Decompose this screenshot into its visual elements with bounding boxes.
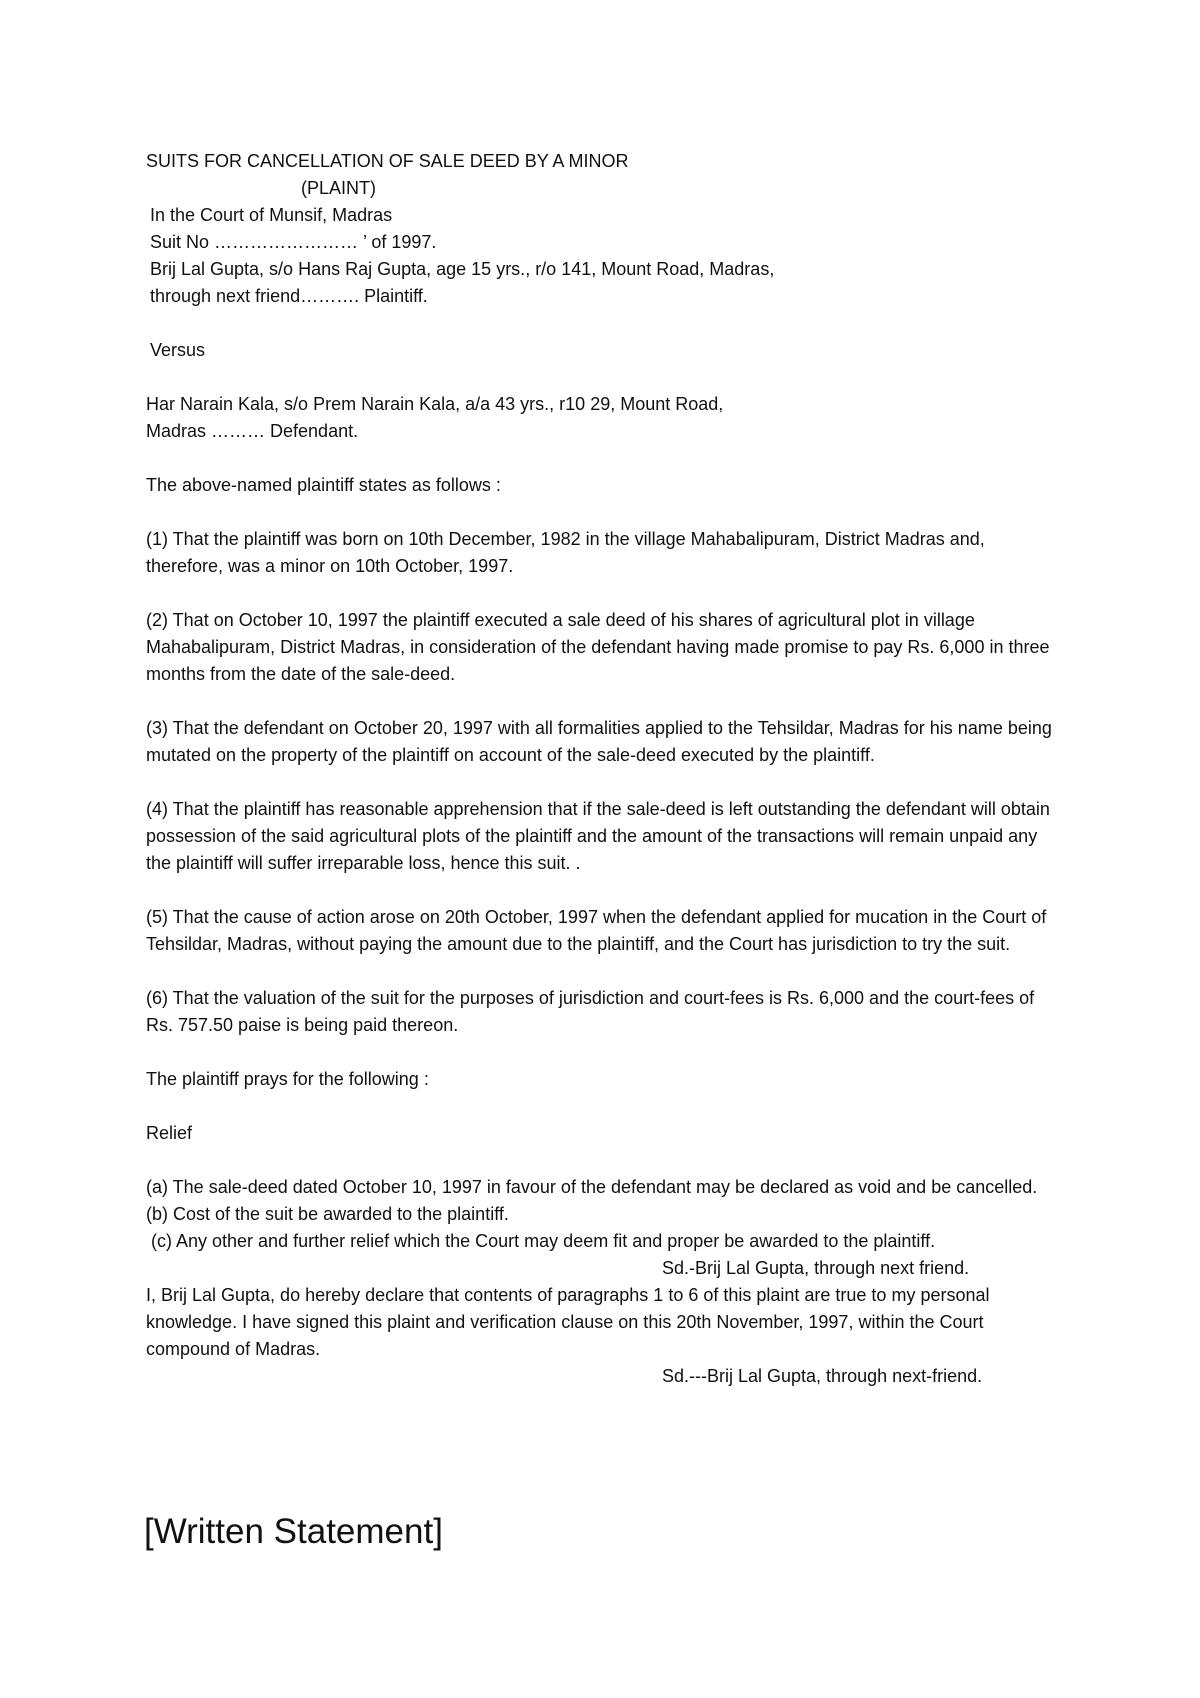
paragraph-6: (6) That the valuation of the suit for the purposes of jurisdiction and court-fees is Rs. 6,000 and the court-fees of Rs. 757.50 paise is being paid thereon. <box>146 988 1035 1035</box>
plaintiff-details: Brij Lal Gupta, s/o Hans Raj Gupta, age 15 yrs., r/o 141, Mount Road, Madras, <box>150 259 775 279</box>
spacer <box>146 580 1066 607</box>
paragraph-2: (2) That on October 10, 1997 the plaintiff executed a sale deed of his shares of agricultural plot in village Mahabalipuram, District Madras, in consideration of the defendant having made promise to pay Rs. 6,000 in three months from the date of the sale-deed. <box>146 610 1050 684</box>
spacer <box>146 877 1066 904</box>
spacer <box>146 1093 1066 1120</box>
spacer <box>146 688 1066 715</box>
prays-intro: The plaintiff prays for the following : <box>146 1069 429 1089</box>
paragraph-5: (5) That the cause of action arose on 20th October, 1997 when the defendant applied for mucation in the Court of Tehsildar, Madras, without paying the amount due to the plaintiff, and the Court has jurisdiction to try the suit. <box>146 907 1047 954</box>
paragraph-1: (1) That the plaintiff was born on 10th December, 1982 in the village Mahabalipuram, District Madras and, therefore, was a minor on 10th October, 1997. <box>146 529 985 576</box>
versus-label: Versus <box>150 340 206 360</box>
defendant-details: Har Narain Kala, s/o Prem Narain Kala, a/a 43 yrs., r10 29, Mount Road, <box>146 394 724 414</box>
spacer <box>146 445 1066 472</box>
paragraph-4: (4) That the plaintiff has reasonable apprehension that if the sale-deed is left outstanding the defendant will obtain possession of the said agricultural plots of the plaintiff and the amount of the transactions will remain unpaid any the plaintiff will suffer irreparable loss, hence this suit. . <box>146 799 1050 873</box>
court-name: In the Court of Munsif, Madras <box>150 205 393 225</box>
paragraph-3: (3) That the defendant on October 20, 1997 with all formalities applied to the Tehsildar, Madras for his name being mutated on the property of the plaintiff on account of the sale-deed executed by the plaintiff. <box>146 718 1052 765</box>
spacer <box>146 958 1066 985</box>
verification-declaration: I, Brij Lal Gupta, do hereby declare that contents of paragraphs 1 to 6 of this plaint are true to my personal knowledge. I have signed this plaint and verification clause on this 20th November, 1997, within the Court compound of Madras. <box>146 1285 990 1359</box>
spacer <box>146 1147 1066 1174</box>
spacer <box>146 310 1066 337</box>
signature-first: Sd.-Brij Lal Gupta, through next friend. <box>662 1258 970 1278</box>
plaintiff-next-friend: through next friend………. Plaintiff. <box>150 286 428 306</box>
plaint-body <box>146 148 1066 1390</box>
spacer <box>146 1039 1066 1066</box>
defendant-address: Madras ……… Defendant. <box>146 421 359 441</box>
written-statement-heading: [Written Statement] <box>144 1512 443 1551</box>
relief-b: (b) Cost of the suit be awarded to the plaintiff. <box>146 1204 509 1224</box>
spacer <box>146 364 1066 391</box>
signature-second: Sd.---Brij Lal Gupta, through next-friend. <box>662 1366 983 1386</box>
spacer <box>146 499 1066 526</box>
relief-a: (a) The sale-deed dated October 10, 1997 in favour of the defendant may be declared as void and be cancelled. <box>146 1177 1038 1197</box>
suit-number: Suit No …………………… ’ of 1997. <box>150 232 437 252</box>
relief-heading: Relief <box>146 1123 193 1143</box>
states-intro: The above-named plaintiff states as follows : <box>146 475 501 495</box>
document-subheading: (PLAINT) <box>301 178 377 198</box>
spacer <box>146 769 1066 796</box>
relief-c: (c) Any other and further relief which the Court may deem fit and proper be awarded to the plaintiff. <box>146 1231 936 1251</box>
document-heading: SUITS FOR CANCELLATION OF SALE DEED BY A MINOR <box>146 151 629 171</box>
